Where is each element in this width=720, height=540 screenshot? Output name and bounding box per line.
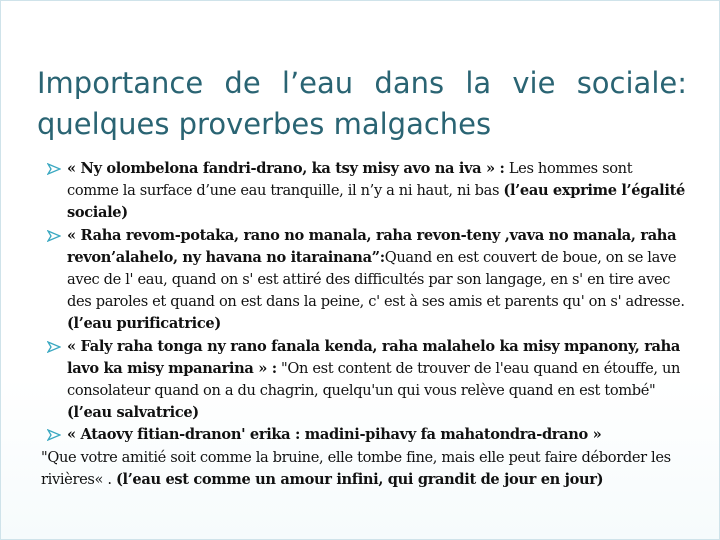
translation-text: Les hommes sont comme la surface d’une eau tranquille, il n’y a ni haut, ni bas [67, 160, 633, 200]
arrow-bullet-icon [47, 429, 61, 441]
arrow-bullet-icon [47, 230, 61, 242]
proverb-item-3 [47, 336, 687, 425]
translation-text: Quand en est couvert de boue, on se lave avec de l' eau, quand on s' est attiré des difficultés par son langage, en s' en tire avec des paroles et quand on est dans la peine, c' est à ses amis et parents qu' on s' adresse. [67, 248, 685, 311]
proverb-text: « Ataovy fitian-dranon' erika : madini-pihavy fa mahatondra-drano » [67, 426, 602, 444]
title-line-2: quelques proverbes malgaches [37, 107, 492, 141]
proverb-item-4-translation [41, 447, 687, 491]
emphasis-text: (l’eau exprime l’égalité sociale) [67, 182, 685, 222]
emphasis-text: (l’eau purificatrice) [67, 315, 221, 333]
emphasis-text: (l’eau est comme un amour infini, qui grandit de jour en jour) [115, 470, 604, 488]
proverb-item-2 [47, 225, 687, 336]
proverb-text: « Faly raha tonga ny rano fanala kenda, raha malahelo ka misy mpanony, raha lavo ka misy mpanarina » : [67, 337, 681, 377]
arrow-bullet-icon [47, 341, 61, 353]
emphasis-text: (l’eau salvatrice) [67, 404, 199, 422]
translation-text: "Que votre amitié soit comme la bruine, elle tombe fine, mais elle peut faire déborder les rivières« . [41, 448, 671, 488]
proverb-text: « Raha revom-potaka, rano no manala, raha revon-teny ,vava no manala, raha revon’alahelo, ny havana no itarainana”: [67, 226, 677, 266]
title-line-1: Importance de l’eau dans la vie sociale: [37, 66, 687, 100]
translation-text: "On est content de trouver de l'eau quand en étouffe, un consolateur quand on a du chagrin, quelqu'un qui vous relève quand en est tombé" [67, 359, 681, 400]
slide-title [37, 63, 687, 145]
proverb-item-1 [47, 158, 687, 225]
proverb-item-4 [47, 424, 687, 446]
slide-content [41, 158, 687, 491]
arrow-bullet-icon [47, 163, 61, 175]
proverb-text: « Ny olombelona fandri-drano, ka tsy misy avo na iva » : [67, 160, 505, 177]
